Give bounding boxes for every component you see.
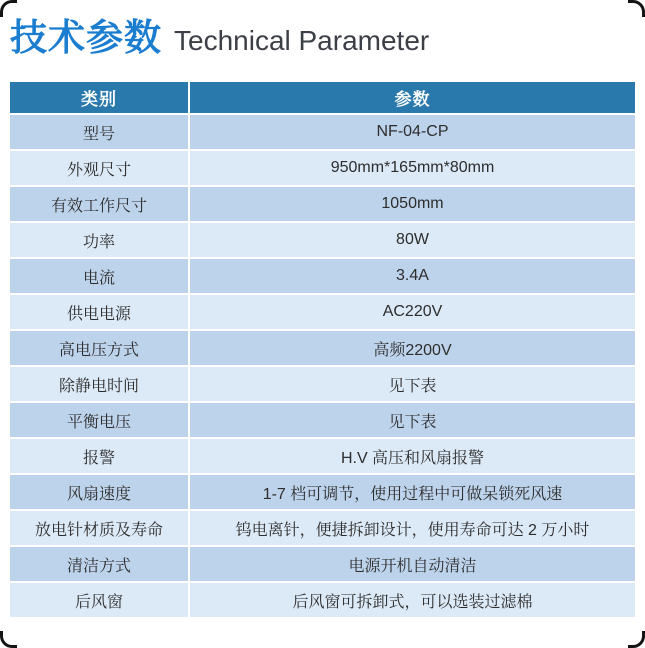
row-label: 供电电源 [10,295,190,329]
row-label: 风扇速度 [10,475,190,509]
row-value: 3.4A [190,259,635,293]
table-row [10,223,635,257]
row-label: 高电压方式 [10,331,190,365]
row-label: 后风窗 [10,583,190,617]
row-value: 高频2200V [190,331,635,365]
column-header-category: 类别 [10,82,190,113]
table-row [10,367,635,401]
table-header-row [10,82,635,113]
table-row [10,439,635,473]
row-label: 型号 [10,115,190,149]
row-label: 报警 [10,439,190,473]
table-row [10,403,635,437]
card-corner-top-left [0,0,17,17]
row-label: 有效工作尺寸 [10,187,190,221]
row-value: NF-04-CP [190,115,635,149]
table-header [10,82,635,113]
row-label: 外观尺寸 [10,151,190,185]
row-value: 1050mm [190,187,635,221]
row-value: 见下表 [190,403,635,437]
row-value: 950mm*165mm*80mm [190,151,635,185]
table-row [10,331,635,365]
row-label: 平衡电压 [10,403,190,437]
row-value: AC220V [190,295,635,329]
page-title-chinese: 技术参数 [10,17,162,58]
column-header-parameter: 参数 [190,82,635,113]
table-row [10,475,635,509]
page-title-english: Technical Parameter [174,25,430,56]
table-row [10,511,635,545]
row-value: 后风窗可拆卸式，可以选装过滤棉 [190,583,635,617]
table-row [10,187,635,221]
row-value: 电源开机自动清洁 [190,547,635,581]
row-value: 见下表 [190,367,635,401]
row-value: 80W [190,223,635,257]
table-row [10,259,635,293]
row-label: 除静电时间 [10,367,190,401]
card-corner-bottom-left [0,631,17,648]
table-row [10,295,635,329]
row-label: 功率 [10,223,190,257]
table-row [10,151,635,185]
table-row [10,583,635,617]
parameter-table [10,80,635,619]
table-row [10,115,635,149]
page-title [10,16,635,60]
card-corner-bottom-right [628,631,645,648]
row-label: 放电针材质及寿命 [10,511,190,545]
card-corner-top-right [628,0,645,17]
row-value: H.V 高压和风扇报警 [190,439,635,473]
row-label: 清洁方式 [10,547,190,581]
row-label: 电流 [10,259,190,293]
table-row [10,547,635,581]
row-value: 钨电离针，便捷拆卸设计，使用寿命可达 2 万小时 [190,511,635,545]
table-body [10,115,635,617]
row-value: 1-7 档可调节，使用过程中可做呆锁死风速 [190,475,635,509]
